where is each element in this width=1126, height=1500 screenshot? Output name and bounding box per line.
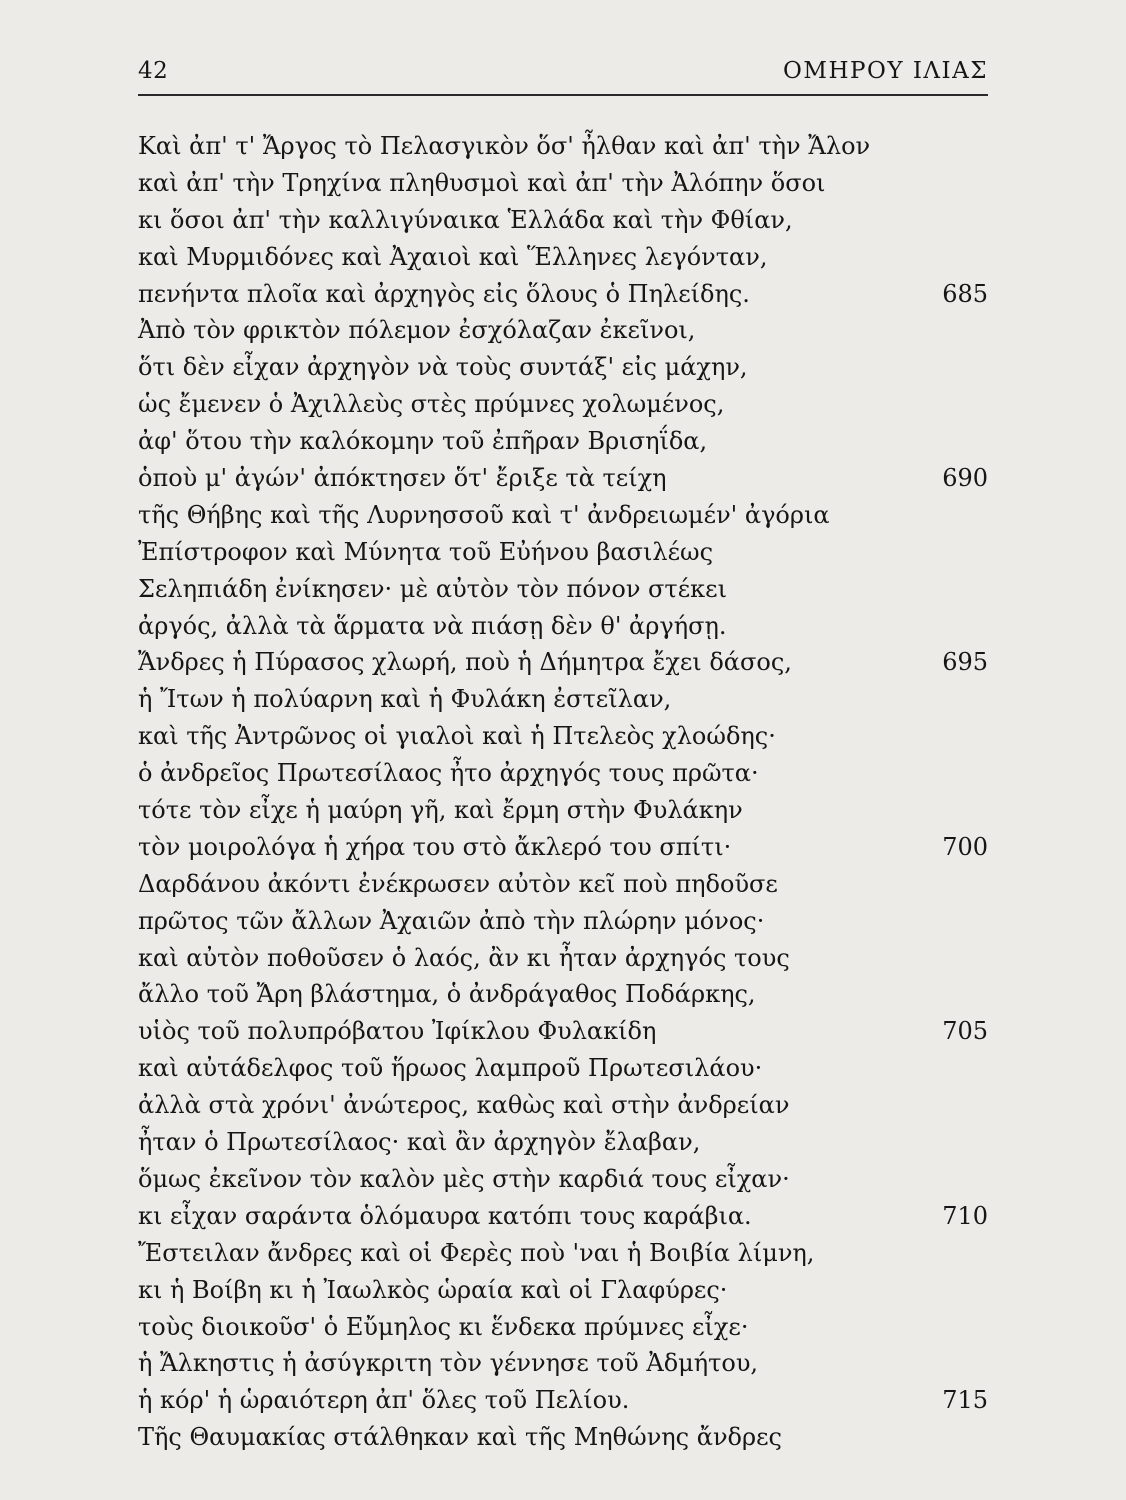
verse-line bbox=[138, 128, 988, 165]
verse-text: ὁποὺ μ' ἀγών' ἀπόκτησεν ὅτ' ἔριξε τὰ τείχη bbox=[138, 464, 667, 493]
verse-line bbox=[138, 1087, 988, 1124]
line-number: 695 bbox=[942, 648, 988, 677]
line-number: 690 bbox=[942, 464, 988, 493]
verse-line bbox=[138, 1050, 988, 1087]
verse-line bbox=[138, 386, 988, 423]
verse-line bbox=[138, 423, 988, 460]
line-number: 715 bbox=[942, 1386, 988, 1415]
verse-text: τοὺς διοικοῦσ' ὁ Εὔμηλος κι ἕνδεκα πρύμνες εἶχε· bbox=[138, 1312, 749, 1341]
verse-text: Δαρδάνου ἀκόντι ἐνέκρωσεν αὐτὸν κεῖ ποὺ πηδοῦσε bbox=[138, 869, 778, 898]
verse-line bbox=[138, 940, 988, 977]
verse-line bbox=[138, 1382, 988, 1419]
verse-line bbox=[138, 866, 988, 903]
verse-text: Καὶ ἀπ' τ' Ἄργος τὸ Πελασγικὸν ὅσ' ἦλθαν καὶ ἀπ' τὴν Ἄλον bbox=[138, 132, 871, 160]
verse-list bbox=[138, 128, 988, 1456]
verse-text: ἡ κόρ' ἡ ὡραιότερη ἀπ' ὅλες τοῦ Πελίου. bbox=[138, 1386, 630, 1415]
verse-line bbox=[138, 644, 988, 681]
verse-text: Ἔστειλαν ἄνδρες καὶ οἱ Φερὲς ποὺ 'ναι ἡ Βοιβία λίμνη, bbox=[138, 1238, 815, 1267]
verse-text: Σεληπιάδη ἐνίκησεν· μὲ αὐτὸν τὸν πόνον στέκει bbox=[138, 574, 727, 603]
verse-line bbox=[138, 239, 988, 276]
verse-line bbox=[138, 681, 988, 718]
verse-text: κι ἡ Βοίβη κι ἡ Ἰαωλκὸς ὡραία καὶ οἱ Γλαφύρες· bbox=[138, 1275, 728, 1304]
verse-text: καὶ αὐτὸν ποθοῦσεν ὁ λαός, ἂν κι ἦταν ἀρχηγός τους bbox=[138, 943, 790, 972]
verse-line bbox=[138, 1419, 988, 1456]
verse-line bbox=[138, 608, 988, 645]
verse-line bbox=[138, 571, 988, 608]
page-number: 42 bbox=[138, 58, 169, 84]
verse-text: καὶ αὐτάδελφος τοῦ ἥρωος λαμπροῦ Πρωτεσιλάου· bbox=[138, 1054, 763, 1083]
verse-text: τῆς Θήβης καὶ τῆς Λυρνησσοῦ καὶ τ' ἀνδρειωμέν' ἀγόρια bbox=[138, 500, 830, 529]
verse-text: Τῆς Θαυμακίας στάλθηκαν καὶ τῆς Μηθώνης ἄνδρες bbox=[138, 1423, 782, 1452]
line-number: 710 bbox=[942, 1201, 988, 1230]
verse-text: καὶ τῆς Ἀντρῶνος οἱ γιαλοὶ καὶ ἡ Πτελεὸς χλοώδης· bbox=[138, 722, 776, 751]
verse-text: τότε τὸν εἶχε ἡ μαύρη γῆ, καὶ ἔρμη στὴν Φυλάκην bbox=[138, 796, 743, 825]
verse-line bbox=[138, 497, 988, 534]
verse-text: ἡ Ἄλκηστις ἡ ἀσύγκριτη τὸν γέννησε τοῦ Ἀδμήτου, bbox=[138, 1349, 759, 1378]
verse-text: ἡ Ἴτων ἡ πολύαρνη καὶ ἡ Φυλάκη ἐστεῖλαν, bbox=[138, 685, 672, 714]
verse-text: υἱὸς τοῦ πολυπρόβατου Ἰφίκλου Φυλακίδη bbox=[138, 1017, 657, 1046]
verse-line bbox=[138, 312, 988, 349]
verse-text: ἀφ' ὅτου τὴν καλόκομην τοῦ ἐπῆραν Βρισηΐδα, bbox=[138, 427, 708, 456]
verse-text: καὶ Μυρμιδόνες καὶ Ἀχαιοὶ καὶ Ἕλληνες λεγόνταν, bbox=[138, 242, 768, 271]
verse-text: ὅτι δὲν εἶχαν ἀρχηγὸν νὰ τοὺς συντάξ' εἰς μάχην, bbox=[138, 353, 748, 382]
verse-text: Ἄνδρες ἡ Πύρασος χλωρή, ποὺ ἡ Δήμητρα ἔχει δάσος, bbox=[138, 648, 792, 677]
line-number: 685 bbox=[942, 279, 988, 308]
verse-text: ἀλλὰ στὰ χρόνι' ἀνώτερος, καθὼς καὶ στὴν ἀνδρείαν bbox=[138, 1091, 790, 1120]
line-number: 705 bbox=[942, 1017, 988, 1046]
verse-line bbox=[138, 1272, 988, 1309]
running-title: ΟΜΗΡΟΥ ΙΛΙΑΣ bbox=[783, 58, 988, 84]
page-header bbox=[138, 44, 988, 92]
verse-text: ὅμως ἐκεῖνον τὸν καλὸν μὲς στὴν καρδιά τους εἶχαν· bbox=[138, 1164, 790, 1193]
verse-line bbox=[138, 165, 988, 202]
verse-text: Ἀπὸ τὸν φρικτὸν πόλεμον ἐσχόλαζαν ἐκεῖνοι, bbox=[138, 316, 696, 345]
verse-text: ὡς ἔμενεν ὁ Ἀχιλλεὺς στὲς πρύμνες χολωμένος, bbox=[138, 390, 725, 419]
verse-line bbox=[138, 1161, 988, 1198]
verse-text: ἀργός, ἀλλὰ τὰ ἅρματα νὰ πιάσῃ δὲν θ' ἀργήσῃ. bbox=[138, 611, 727, 640]
verse-line bbox=[138, 460, 988, 497]
verse-line bbox=[138, 792, 988, 829]
verse-line bbox=[138, 718, 988, 755]
verse-text: ἦταν ὁ Πρωτεσίλαος· καὶ ἂν ἀρχηγὸν ἔλαβαν, bbox=[138, 1128, 701, 1157]
verse-text: ὁ ἀνδρεῖος Πρωτεσίλαος ἦτο ἀρχηγός τους πρῶτα· bbox=[138, 759, 759, 788]
verse-line bbox=[138, 976, 988, 1013]
verse-text: καὶ ἀπ' τὴν Τρηχίνα πληθυσμοὶ καὶ ἀπ' τὴν Ἀλόπην ὅσοι bbox=[138, 168, 826, 197]
verse-line bbox=[138, 1235, 988, 1272]
verse-line bbox=[138, 829, 988, 866]
verse-text: κι ὅσοι ἀπ' τὴν καλλιγύναικα Ἑλλάδα καὶ τὴν Φθίαν, bbox=[138, 205, 793, 234]
verse-line bbox=[138, 903, 988, 940]
verse-text: πρῶτος τῶν ἄλλων Ἀχαιῶν ἀπὸ τὴν πλώρην μόνος· bbox=[138, 906, 765, 935]
verse-line bbox=[138, 1198, 988, 1235]
verse-line bbox=[138, 276, 988, 313]
verse-line bbox=[138, 755, 988, 792]
verse-line bbox=[138, 1013, 988, 1050]
verse-text: πενήντα πλοῖα καὶ ἀρχηγὸς εἰς ὅλους ὁ Πηλείδης. bbox=[138, 279, 750, 308]
verse-text: ἄλλο τοῦ Ἄρη βλάστημα, ὁ ἀνδράγαθος Ποδάρκης, bbox=[138, 980, 756, 1009]
verse-line bbox=[138, 349, 988, 386]
verse-text: Ἐπίστροφον καὶ Μύνητα τοῦ Εὐήνου βασιλέως bbox=[138, 537, 714, 566]
verse-line bbox=[138, 534, 988, 571]
verse-line bbox=[138, 1309, 988, 1346]
verse-text: τὸν μοιρολόγα ἡ χήρα του στὸ ἄκλερό του σπίτι· bbox=[138, 832, 732, 861]
verse-text: κι εἶχαν σαράντα ὁλόμαυρα κατόπι τους καράβια. bbox=[138, 1201, 752, 1230]
verse-line bbox=[138, 1124, 988, 1161]
verse-line bbox=[138, 1345, 988, 1382]
line-number: 700 bbox=[942, 832, 988, 861]
verse-line bbox=[138, 202, 988, 239]
header-rule bbox=[138, 94, 988, 96]
